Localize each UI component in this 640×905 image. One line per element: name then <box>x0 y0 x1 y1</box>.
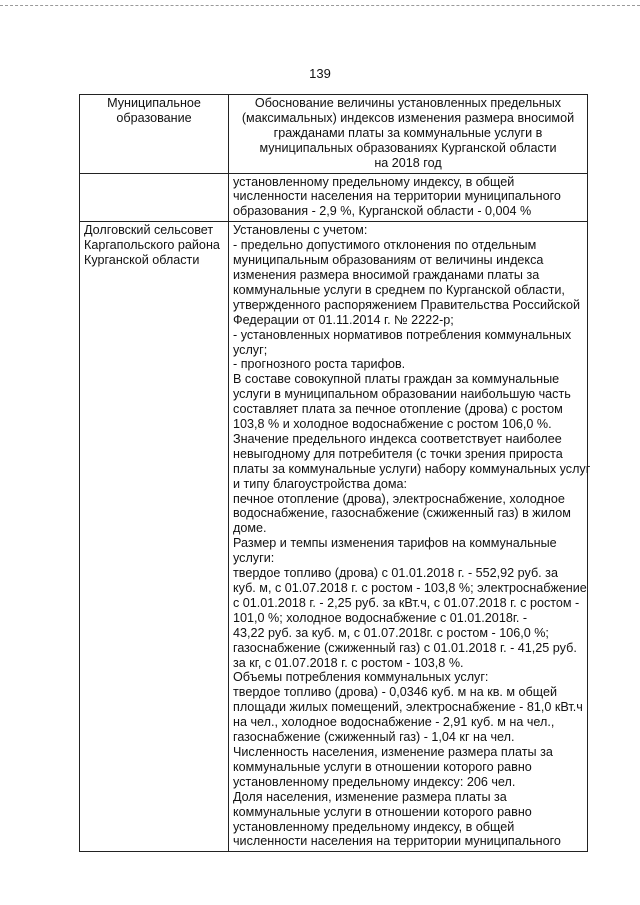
text-line: услуги: <box>233 551 275 566</box>
text-line: коммунальные услуги в отношении которого равно <box>233 759 532 774</box>
text-line: - установленных нормативов потребления коммунальных <box>233 327 572 342</box>
text-line: Доля населения, изменение размера платы за <box>233 789 507 804</box>
text-line: утвержденного распоряжением Правительства Российской <box>233 297 581 312</box>
text-line: установленному предельному индексу, в общей <box>233 819 515 834</box>
indices-table <box>79 94 591 852</box>
text-line: Объемы потребления коммунальных услуг: <box>233 670 489 685</box>
text-line: площади жилых помещений, электроснабжение - 81,0 кВт.ч <box>233 700 583 715</box>
text-line: установленному предельному индексу, в общей <box>233 174 515 189</box>
table-row <box>80 173 588 222</box>
text-line: изменения размера вносимой гражданами платы за <box>233 267 540 282</box>
text-line: коммунальные услуги в среднем по Курганской области, <box>233 282 565 297</box>
text-line: составляет плата за печное отопление (дрова) с ростом <box>233 402 563 417</box>
text-line: численности населения на территории муниципального <box>233 189 561 204</box>
page-number: 139 <box>309 66 331 81</box>
text-line: водоснабжение, газоснабжение (сжиженный газ) в жилом <box>233 506 571 521</box>
text-line: Значение предельного индекса соответствует наиболее <box>233 431 562 446</box>
text-line: 101,0 %; холодное водоснабжение с 01.01.2018г. - <box>233 610 528 625</box>
table-header-row <box>80 95 588 174</box>
text-line: печное отопление (дрова), электроснабжение, холодное <box>233 491 565 506</box>
text-line: Установлены с учетом: <box>233 223 368 238</box>
text-line: платы за коммунальные услуги) набору коммунальных услуг <box>233 461 591 476</box>
justification-cell <box>229 222 591 852</box>
text-line: муниципальным образованиям от величины индекса <box>233 253 544 268</box>
text-line: твердое топливо (дрова) - 0,0346 куб. м на кв. м общей <box>233 685 558 700</box>
text-line: твердое топливо (дрова) с 01.01.2018 г. - 552,92 руб. за <box>233 566 558 581</box>
text-line: - прогнозного роста тарифов. <box>233 357 406 372</box>
text-line: Федерации от 01.11.2014 г. № 2222-р; <box>233 312 454 327</box>
header-municipality: Муниципальное образование <box>80 95 229 174</box>
text-line: и типу благоустройства дома: <box>233 476 408 491</box>
text-line: Численность населения, изменение размера платы за <box>233 744 553 759</box>
municipality-cell <box>80 173 229 222</box>
text-line: газоснабжение (сжиженный газ) - 1,04 кг на чел. <box>233 730 515 745</box>
text-line: куб. м, с 01.07.2018 г. с ростом - 103,8 %; электроснабжение <box>233 581 587 595</box>
text-line: газоснабжение (сжиженный газ) с 01.01.2018 г. - 41,25 руб. <box>233 640 577 655</box>
text-line: на чел., холодное водоснабжение - 2,91 куб. м на чел., <box>233 715 555 730</box>
justification-cell <box>229 173 588 222</box>
top-dashed-rule <box>0 5 640 6</box>
text-line: 43,22 руб. за куб. м, с 01.07.2018г. с ростом - 106,0 %; <box>233 625 549 640</box>
text-line: - предельно допустимого отклонения по отдельным <box>233 238 537 253</box>
table-row <box>80 222 588 852</box>
text-line: образования - 2,9 %, Курганской области - 0,004 % <box>233 204 532 219</box>
municipality-cell: Долговский сельсовет Каргапольского района Курганской области <box>80 222 229 852</box>
text-line: доме. <box>233 521 267 536</box>
text-line: за кг, с 01.07.2018 г. с ростом - 103,8 %. <box>233 655 464 670</box>
text-line: услуг; <box>233 342 268 357</box>
text-line: услуги в муниципальном образовании наибольшую часть <box>233 387 571 402</box>
text-line: Размер и темпы изменения тарифов на коммунальные <box>233 536 557 551</box>
text-line: установленному предельному индексу: 206 чел. <box>233 774 516 789</box>
text-line: В составе совокупной платы граждан за коммунальные <box>233 372 560 387</box>
text-line: 103,8 % и холодное водоснабжение с ростом 106,0 %. <box>233 417 552 432</box>
text-line: невыгодному для потребителя (с точки зрения прироста <box>233 446 563 461</box>
text-line: численности населения на территории муниципального <box>233 834 561 849</box>
text-line: с 01.01.2018 г. - 2,25 руб. за кВт.ч, с 01.07.2018 г. с ростом - <box>233 595 580 610</box>
header-justification: Обоснование величины установленных предельных (максимальных) индексов изменения размера вносимой гражданами платы за коммунальные услуги в муниципальных образованиях Курганской области на 2018 год <box>229 95 588 174</box>
text-line: коммунальные услуги в отношении которого равно <box>233 804 532 819</box>
